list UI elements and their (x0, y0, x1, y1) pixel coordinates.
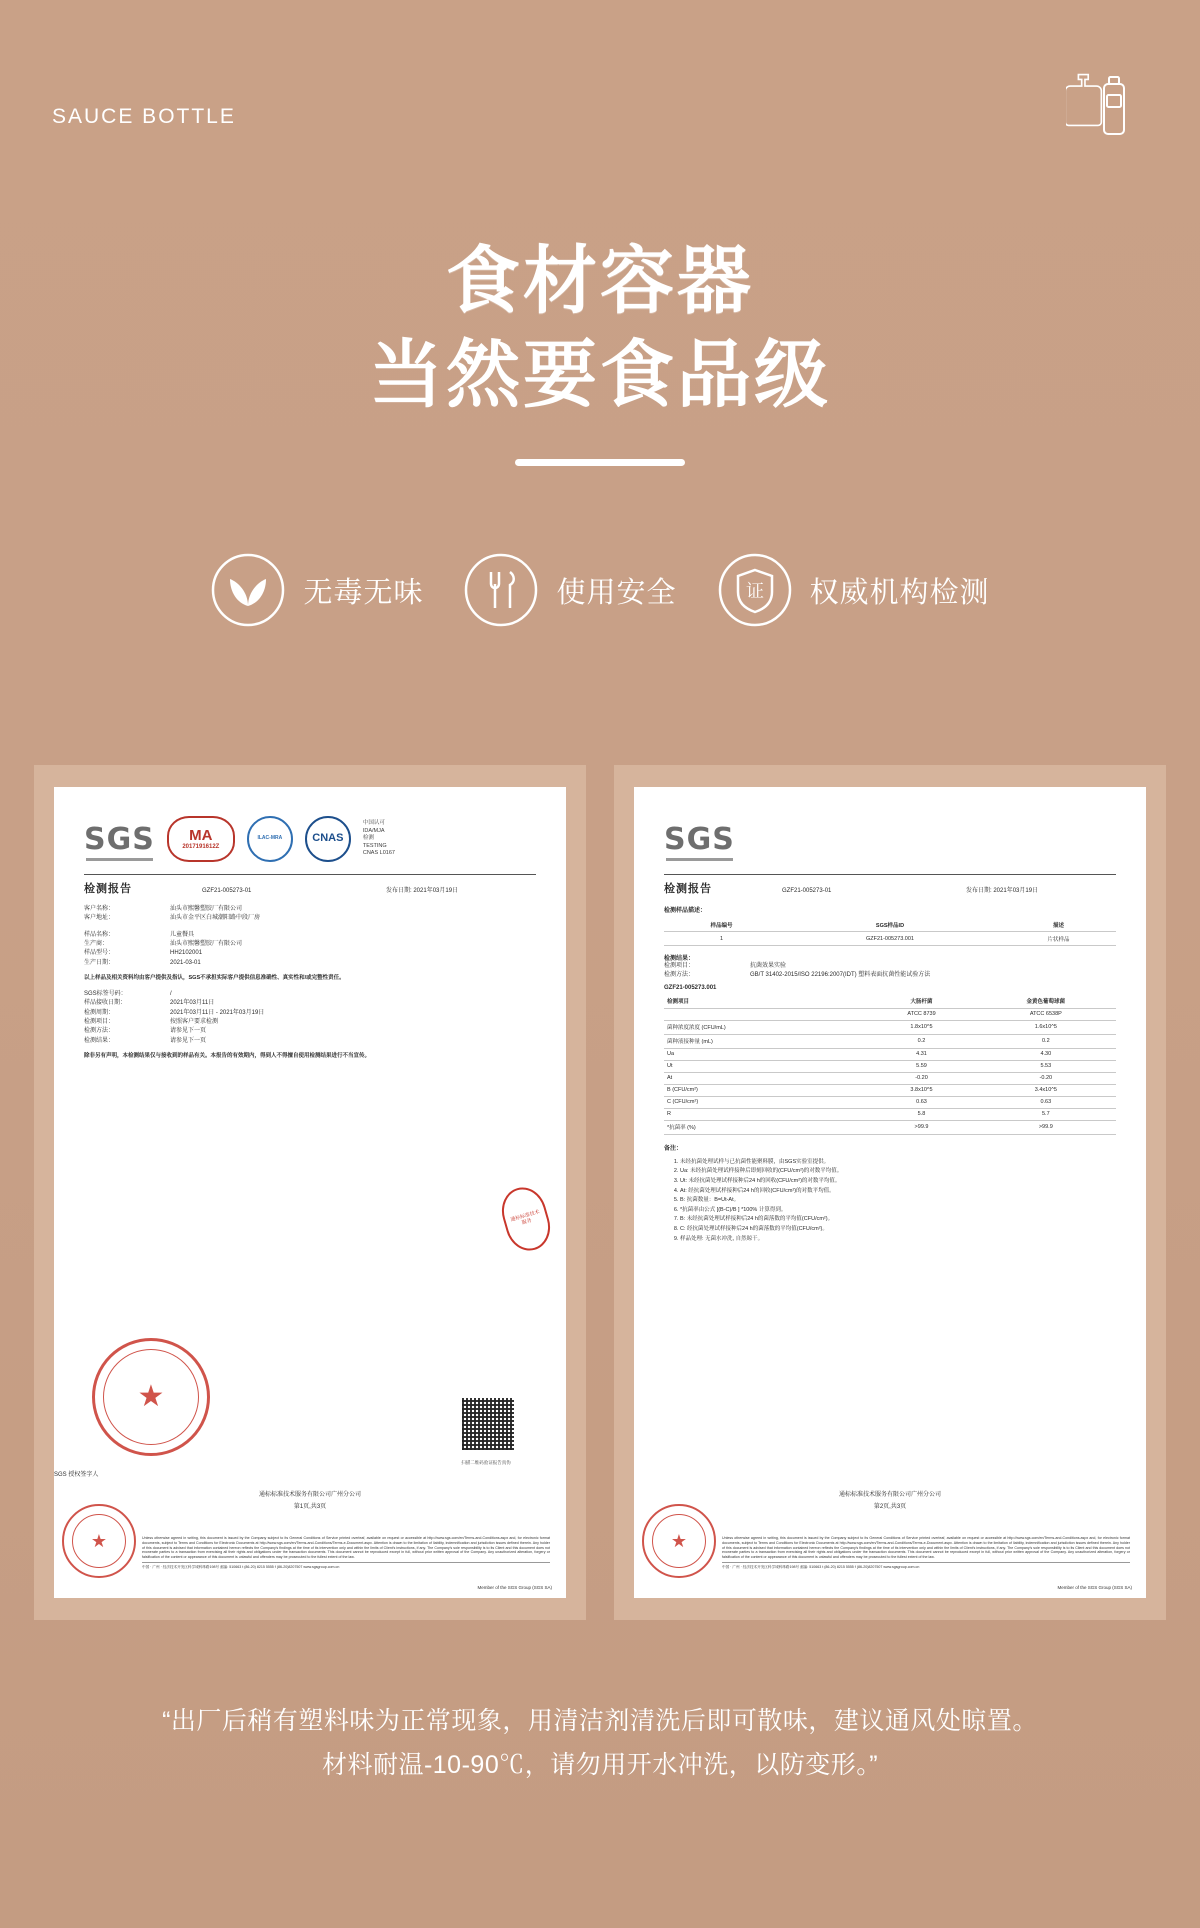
table-cell: 1 (664, 932, 779, 946)
legal-terms-text: Unless otherwise agreed in writing, this document is issued by the Company subject to its General Conditions of Service printed overleaf, available on request or accessible at http://www.sgs.com/en/Terms-and-Conditions.aspx and, for electronic format documents, subject to Terms and Conditions for Electronic Documents at http://www.sgs.com/en/Terms-and-Conditions/Terms-e-Document.aspx. Attention is drawn to the limitation of liability, indemnification and jurisdiction issues defined therein. Any holder of this document is advised that information contained hereon reflects the Company's findings at the time of its intervention only and within the limits of Client's instructions, if any. The Company's sole responsibility is to its Client and this document does not exonerate parties to a transaction from exercising all their rights and obligations under the transaction documents. This document cannot be reproduced except in full, without prior written approval of the Company. Any unauthorized alteration, forgery or falsification of the content or appearance of this document is unlawful and offenders may be prosecuted to the fullest extent of the law. (722, 1535, 1130, 1560)
field-value: 2021-03-01 (170, 959, 201, 966)
table-cell: -0.20 (976, 1072, 1116, 1084)
care-instructions (0, 1700, 1200, 1788)
table-cell: 1.8x10^5 (867, 1020, 975, 1034)
fork-knife-icon (463, 552, 539, 628)
table-row (664, 1048, 1116, 1060)
field-value: HH2102001 (170, 950, 203, 957)
footer-round-stamp (62, 1504, 136, 1578)
table-row (664, 1020, 1116, 1034)
field-row (84, 959, 536, 968)
cnas-badge-label: CNAS (312, 832, 344, 845)
list-item: 8. C: 经抗菌处理试样接种后24 h的菌落数的平均值(CFU/cm²)。 (680, 1225, 1116, 1235)
table-cell: >99.9 (867, 1120, 975, 1134)
list-item: 1. 未经抗菌处理试样与已抗菌性能聚料膜，由SGS实验室提供。 (680, 1158, 1116, 1168)
client-statement: 以上样品及相关资料均由客户提供及指认，SGS不承担实际客户提供信息准确性、真实性和/或完整性责任。 (84, 974, 345, 981)
footer-round-stamp (642, 1504, 716, 1578)
field-key: 生产日期： (84, 959, 115, 966)
sgs-report-page-1 (54, 787, 566, 1598)
report-title: 检测报告 (664, 883, 712, 895)
field-row (84, 905, 536, 914)
field-row (664, 962, 1116, 971)
field-row (84, 1018, 536, 1027)
table-cell: 0.63 (867, 1096, 975, 1108)
row-label: C (CFU/cm²) (664, 1096, 867, 1108)
report-title-row (84, 881, 536, 898)
field-key: 检测周期： (84, 1009, 115, 1016)
field-value: 抗菌效果实验 (750, 963, 787, 970)
hero-section (0, 240, 1200, 466)
legal-terms (722, 1536, 1130, 1570)
field-row (84, 949, 536, 958)
table-cell: 4.30 (976, 1048, 1116, 1060)
table-row (664, 1060, 1116, 1072)
sample-section-title: 检测样品描述： (664, 908, 707, 915)
page-title: SAUCE BOTTLE (52, 105, 236, 128)
legal-terms (142, 1536, 550, 1570)
notes-list (680, 1158, 1116, 1245)
field-row (664, 971, 1116, 980)
sgs-member-note: Member of the SGS Group (SGS SA) (1057, 1585, 1132, 1590)
column-header: 金黄色葡萄球菌 (976, 995, 1116, 1009)
report-number: GZF21-005273-01 (782, 888, 832, 894)
feature-label: 权威机构检测 (809, 576, 990, 609)
table-cell: GZF21-005273.001 (779, 932, 1001, 946)
field-key: 检测项目： (664, 963, 695, 970)
field-row (84, 914, 536, 923)
client-fields (84, 905, 536, 924)
table-row (664, 1072, 1116, 1084)
column-header: SGS样品ID (779, 918, 1001, 932)
certificate-gallery (0, 765, 1200, 1620)
certificate-card-1[interactable] (34, 765, 586, 1620)
leaf-icon (210, 552, 286, 628)
table-cell: 0.2 (976, 1034, 1116, 1048)
table-cell: 0.63 (976, 1096, 1116, 1108)
row-label: 菌种浓度浓度 (CFU/mL) (664, 1020, 867, 1034)
table-cell: 4.31 (867, 1048, 975, 1060)
row-label: R (664, 1108, 867, 1120)
field-value: 请参见下一页 (170, 1028, 207, 1035)
field-value: 汕头市熙馨塑胶厂有限公司 (170, 940, 243, 947)
ma-badge-line1: MA (189, 826, 213, 844)
row-label: Ut (664, 1060, 867, 1072)
legal-address-text: 中国 · 广州 · 经济技术开发区科学城科珠路198号 邮编: 510663 t (86-20) 8215 5555 f (86-20)8207507 www.sgsgroup.com.cn (142, 1565, 340, 1570)
field-key: 样品名称： (84, 931, 115, 938)
issue-date-label: 发布日期: (966, 888, 992, 894)
report-disclaimer: 除非另有声明，本检测结果仅与接收到的样品有关。本报告的有效期内，得到人不得擅自使用检测结果进行不当宣传。 (84, 1052, 371, 1059)
legal-address-text: 中国 · 广州 · 经济技术开发区科学城科珠路198号 邮编: 510663 t (86-20) 8215 5555 f (86-20)8207507 www.sgsgroup.com.cn (722, 1565, 920, 1570)
issue-date (966, 887, 1116, 896)
stamp-star-icon: ★ (90, 1531, 108, 1551)
feature-item-safe (463, 552, 676, 628)
feature-label: 使用安全 (556, 576, 677, 609)
table-cell: 3.8x10^5 (867, 1084, 975, 1096)
field-value: 汕头市熙馨塑胶厂有限公司 (170, 906, 243, 913)
field-key: 生产商： (84, 940, 109, 947)
field-value: 2021年03月11日 (170, 1000, 215, 1007)
sgs-logo: SGS (664, 821, 735, 857)
column-header: 大肠杆菌 (867, 995, 975, 1009)
list-item: 6. *抗菌率由公式 [(B-C)/B ] *100% 计算得到。 (680, 1206, 1116, 1216)
field-key: 客户名称： (84, 906, 115, 913)
feature-item-nontoxic (210, 552, 423, 628)
row-label: *抗菌率 (%) (664, 1120, 867, 1134)
field-key: 客户地址： (84, 915, 115, 922)
table-cell (664, 1008, 867, 1020)
report-title: 检测报告 (84, 883, 132, 895)
svg-text:证: 证 (745, 581, 764, 602)
row-label: B (CFU/cm²) (664, 1084, 867, 1096)
sgs-logo: SGS (84, 821, 155, 857)
issue-date-label: 发布日期: (386, 888, 412, 894)
field-key: 检测方法： (664, 972, 695, 979)
row-label: At (664, 1072, 867, 1084)
ilac-mra-badge (247, 816, 293, 862)
test-method-section (664, 953, 1116, 991)
column-header: 描述 (1001, 918, 1116, 932)
table-cell: 5.59 (867, 1060, 975, 1072)
verification-qr-code[interactable] (462, 1398, 514, 1450)
cnas-badge (305, 816, 351, 862)
list-item: 3. Ut: 未经抗菌处理试样接种后24 h的回收(CFU/cm²)的对数平均值。 (680, 1177, 1116, 1187)
cnas-accreditation-text: 中国认可 IDA/MJA 检测 TESTING CNAS L0167 (362, 820, 395, 857)
field-value: 儿童餐具 (170, 931, 195, 938)
field-key: 检测项目： (84, 1019, 115, 1026)
hero-line-1: 食材容器 (446, 239, 754, 322)
feature-item-certified (717, 552, 990, 628)
field-key: SGS标签号码： (84, 991, 127, 998)
field-row (84, 940, 536, 949)
table-header-row (664, 918, 1116, 932)
table-cell: 0.2 (867, 1034, 975, 1048)
issuing-company: 通标标准技术服务有限公司广州分公司 (258, 1492, 361, 1498)
issue-date (386, 887, 536, 896)
divider (664, 874, 1116, 875)
row-label: Ua (664, 1048, 867, 1060)
sample-table (664, 918, 1116, 946)
list-item: 4. At: 经抗菌处理试样接种后24 h的回收(CFU/cm²)的对数平均值。 (680, 1187, 1116, 1197)
field-value: 汕头市金平区白城潮阳路中段厂房 (170, 915, 261, 922)
table-row (664, 1120, 1116, 1134)
issuing-company: 通标标准技术服务有限公司广州分公司 (838, 1492, 941, 1498)
field-value: GB/T 31402-2015/ISO 22196:2007(IDT) 塑料表面抗菌性能试验方法 (750, 972, 931, 979)
care-instructions-line-2: 材料耐温-10-90℃，请勿用开水冲洗，以防变形。” (321, 1750, 879, 1779)
sample-section (664, 905, 1116, 946)
sample-sub-id: GZF21-005273.001 (664, 984, 717, 991)
field-row (84, 1037, 536, 1046)
table-header-row (664, 995, 1116, 1009)
report-number: GZF21-005273-01 (202, 888, 252, 894)
field-value: 按照客户要求检测 (170, 1019, 219, 1026)
field-row (84, 990, 536, 999)
field-key: 检测结果： (84, 1037, 115, 1044)
table-cell: ATCC 6538P (976, 1008, 1116, 1020)
test-section-title: 检测结果： (664, 956, 695, 963)
field-row (84, 1009, 536, 1018)
divider (84, 874, 536, 875)
report-title-row (664, 881, 1116, 898)
list-item: 2. Ua: 未经抗菌处理试样接种后即刻回收的(CFU/cm²)的对数平均值。 (680, 1167, 1116, 1177)
test-fields (84, 990, 536, 1046)
antibacterial-result-table (664, 995, 1116, 1135)
field-key: 样品接收日期： (84, 1000, 127, 1007)
field-row (84, 931, 536, 940)
field-value: 2021年03月11日 - 2021年03月19日 (170, 1009, 265, 1016)
feature-list (0, 552, 1200, 628)
ma-badge-line2: 2017191612Z (182, 843, 220, 850)
page-number: 第2页,共3页 (873, 1504, 907, 1510)
field-value: 请参见下一页 (170, 1037, 207, 1044)
stamp-star-icon: ★ (670, 1531, 688, 1551)
issue-date-value: 2021年03月19日 (993, 888, 1039, 894)
qr-caption: 扫描二维码验证报告真伪 (461, 1460, 511, 1465)
hero-line-2: 当然要食品级 (369, 333, 831, 417)
table-cell: 片状样品 (1001, 932, 1116, 946)
ilac-mra-badge-label: ILAC-MRA (257, 835, 283, 842)
list-item: 7. B: 未经抗菌处理试样接种后24 h的菌落数的平均值(CFU/cm²)。 (680, 1215, 1116, 1225)
column-header: 检测项目 (664, 995, 867, 1009)
table-row (664, 1008, 1116, 1020)
list-item: 5. B: 抗菌数量：B=Ut-At。 (680, 1196, 1116, 1206)
certificate-logo-row (84, 811, 536, 867)
row-label: 菌种液接种量 (mL) (664, 1034, 867, 1048)
verification-oval-stamp: 通标标准技术服务 (496, 1182, 556, 1256)
table-row (664, 932, 1116, 946)
field-row (84, 999, 536, 1008)
official-round-stamp (92, 1338, 210, 1456)
field-key: 样品型号： (84, 950, 115, 957)
table-cell: 3.4x10^5 (976, 1084, 1116, 1096)
sgs-member-note: Member of the SGS Group (SGS SA) (477, 1585, 552, 1590)
table-row (664, 1096, 1116, 1108)
table-cell: 5.7 (976, 1108, 1116, 1120)
sauce-bottle-icon (1066, 68, 1128, 140)
table-cell: 1.6x10^5 (976, 1020, 1116, 1034)
field-row (84, 1027, 536, 1036)
notes-title: 备注： (664, 1145, 683, 1152)
sgs-report-page-2 (634, 787, 1146, 1598)
table-cell: -0.20 (867, 1072, 975, 1084)
legal-terms-text: Unless otherwise agreed in writing, this document is issued by the Company subject to its General Conditions of Service printed overleaf, available on request or accessible at http://www.sgs.com/en/Terms-and-Conditions.aspx and, for electronic format documents, subject to Terms and Conditions for Electronic Documents at http://www.sgs.com/en/Terms-and-Conditions/Terms-e-Document.aspx. Attention is drawn to the limitation of liability, indemnification and jurisdiction issues defined therein. Any holder of this document is advised that information contained hereon reflects the Company's findings at the time of its intervention only and within the limits of Client's instructions, if any. The Company's sole responsibility is to its Client and this document does not exonerate parties to a transaction from exercising all their rights and obligations under the transaction documents. This document cannot be reproduced except in full, without prior written approval of the Company. Any unauthorized alteration, forgery or falsification of the content or appearance of this document is unlawful and offenders may be prosecuted to the fullest extent of the law. (142, 1535, 550, 1560)
authorized-signatory-label: SGS 授权签字人 (54, 1472, 99, 1478)
certificate-shield-icon (717, 552, 793, 628)
issue-date-value: 2021年03月19日 (413, 888, 459, 894)
care-instructions-line-1: “出厂后稍有塑料味为正常现象，用清洁剂清洗后即可散味，建议通风处晾置。 (162, 1707, 1038, 1735)
certificate-card-2[interactable] (614, 765, 1166, 1620)
field-value: / (170, 991, 172, 998)
table-cell: 5.8 (867, 1108, 975, 1120)
stamp-star-icon: ★ (137, 1380, 165, 1413)
table-row (664, 1034, 1116, 1048)
field-key: 检测方法： (84, 1028, 115, 1035)
sample-fields (84, 931, 536, 968)
hero-divider (515, 459, 685, 466)
table-row (664, 1108, 1116, 1120)
feature-label: 无毒无味 (303, 576, 424, 609)
list-item: 9. 样品处理: 无菌水冲洗, 自然晾干。 (680, 1235, 1116, 1245)
table-cell: >99.9 (976, 1120, 1116, 1134)
page-number: 第1页,共3页 (293, 1504, 327, 1510)
certificate-logo-row (664, 811, 1116, 867)
column-header: 样品编号 (664, 918, 779, 932)
table-cell: ATCC 8739 (867, 1008, 975, 1020)
ma-badge (167, 816, 235, 862)
table-cell: 5.53 (976, 1060, 1116, 1072)
table-row (664, 1084, 1116, 1096)
